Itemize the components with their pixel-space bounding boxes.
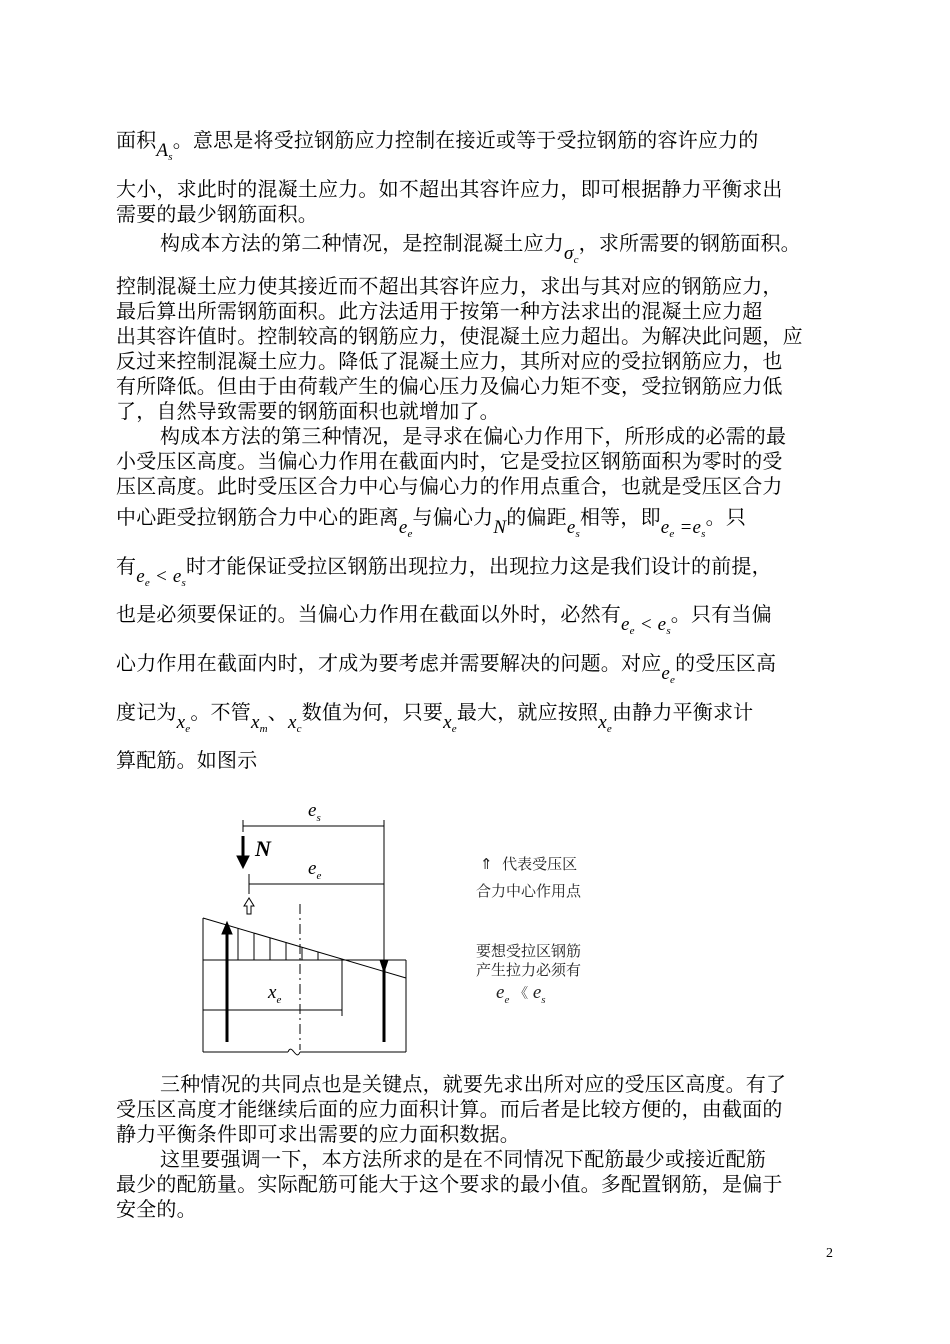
text-line: 静力平衡条件即可求出需要的应力面积数据。 <box>116 1122 520 1146</box>
condition-label: $e_e$ 《 $e_s$ <box>496 982 546 1006</box>
text-line: 最后算出所需钢筋面积。此方法适用于按第一种方法求出的混凝土应力超 <box>116 299 763 323</box>
text-line: 面积$A_s$。意思是将受拉钢筋应力控制在接近或等于受拉钢筋的容许应力的 <box>116 128 759 163</box>
stress-diagram-slope <box>203 918 406 978</box>
text-line: 了，自然导致需要的钢筋面积也就增加了。 <box>116 399 500 423</box>
text-line: 心力作用在截面内时，才成为要考虑并需要解决的问题。对应$e_e$的受压区高 <box>116 651 777 686</box>
text-line: 反过来控制混凝土应力。降低了混凝土应力，其所对应的受拉钢筋应力，也 <box>116 349 783 373</box>
text-line: 三种情况的共同点也是关键点，就要先求出所对应的受压区高度。有了 <box>160 1072 787 1096</box>
text-line: 出其容许值时。控制较高的钢筋应力，使混凝土应力超出。为解决此问题，应 <box>116 324 803 348</box>
text-line: 算配筋。如图示 <box>116 748 258 772</box>
text-line: 安全的。 <box>116 1197 197 1221</box>
text-line: 构成本方法的第三种情况，是寻求在偏心力作用下，所形成的必需的最 <box>160 424 787 448</box>
note-line: 要想受拉区钢筋 <box>476 942 582 960</box>
es-label: $e_s$ <box>308 800 321 824</box>
text-line: 小受压区高度。当偏心力作用在截面内时，它是受拉区钢筋面积为零时的受 <box>116 449 783 473</box>
text-line: 也是必须要保证的。当偏心力作用在截面以外时，必然有$e_e < e_s$。只有当偏 <box>116 602 772 637</box>
xe-label: $x_e$ <box>268 982 282 1006</box>
text-line: 这里要强调一下，本方法所求的是在不同情况下配筋最少或接近配筋 <box>160 1147 766 1171</box>
text-line: 大小，求此时的混凝土应力。如不超出其容许应力，即可根据静力平衡求出 <box>116 177 783 201</box>
text-line: 需要的最少钢筋面积。 <box>116 202 318 226</box>
text-line: 度记为$x_e$。不管$x_m$、$x_c$数值为何，只要$x_e$最大，就应按照$x_e$由静力平衡求计 <box>116 700 754 735</box>
text-line: 有$e_e < e_s$时才能保证受拉区钢筋出现拉力，出现拉力这是我们设计的前提， <box>116 554 772 589</box>
text-line: 受压区高度才能继续后面的应力面积计算。而后者是比较方便的，由截面的 <box>116 1097 783 1121</box>
ee-label: $e_e$ <box>308 858 322 882</box>
text-line: 最少的配筋量。实际配筋可能大于这个要求的最小值。多配置钢筋，是偏于 <box>116 1172 783 1196</box>
n-label: N <box>255 836 271 861</box>
note-line: 产生拉力必须有 <box>476 961 582 979</box>
text-line: 控制混凝土应力使其接近而不超出其容许应力，求出与其对应的钢筋应力， <box>116 274 783 298</box>
legend-line: ⇑ 代表受压区 <box>480 855 578 873</box>
text-line: 构成本方法的第二种情况，是控制混凝土应力$\sigma_c$，求所需要的钢筋面积。 <box>160 231 801 266</box>
compression-center-icon <box>244 898 254 914</box>
legend-arrow-icon: ⇑ <box>480 855 493 873</box>
text-line: 压区高度。此时受压区合力中心与偏心力的作用点重合，也就是受压区合力 <box>116 474 783 498</box>
text-line: 中心距受拉钢筋合力中心的距离$e_e$与偏心力N的偏距$e_s$相等，即$e_e =e_s$。只 <box>116 505 747 540</box>
text-line: 有所降低。但由于由荷载产生的偏心压力及偏心力矩不变，受拉钢筋应力低 <box>116 374 783 398</box>
page-number: 2 <box>826 1246 833 1261</box>
legend-line: 合力中心作用点 <box>476 882 582 900</box>
